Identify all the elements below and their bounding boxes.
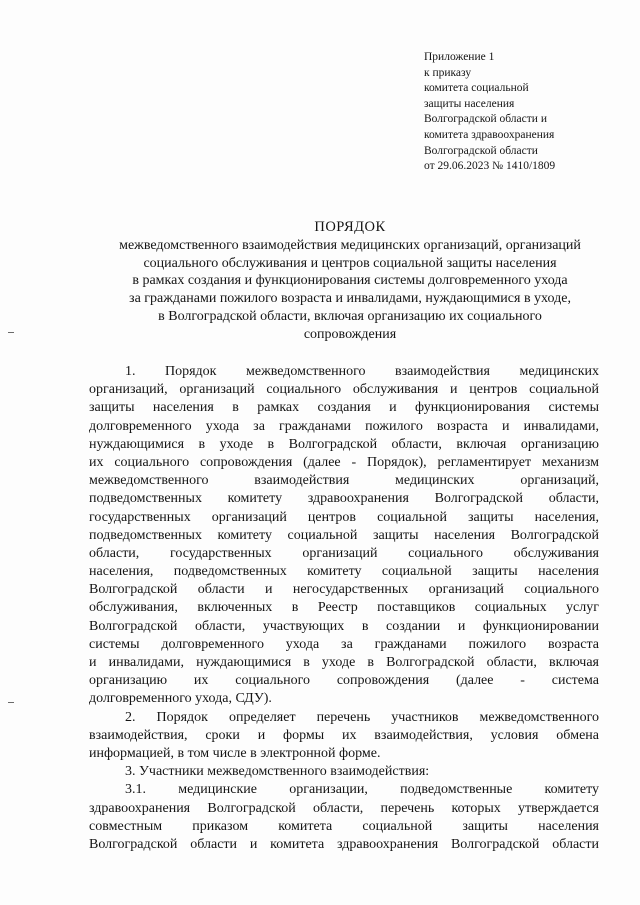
appendix-line: комитета социальной xyxy=(424,82,529,95)
appendix-line: защиты населения xyxy=(424,97,515,110)
body-line: Волгоградской области и негосударственных организаций социального xyxy=(89,582,599,598)
appendix-line: комитета здравоохранения xyxy=(424,128,555,141)
body-line: подведомственных комитету здравоохранения Волгоградской области, xyxy=(89,491,599,507)
body-line: долговременного ухода за гражданами пожилого возраста и инвалидами, xyxy=(89,418,599,434)
body-line: их социального сопровождения (далее - Порядок), регламентирует механизм xyxy=(89,454,599,470)
body-line: организацию их социального сопровождения (далее - система xyxy=(89,673,599,689)
appendix-line: от 29.06.2023 № 1410/1809 xyxy=(424,160,556,173)
appendix-line: Волгоградской области xyxy=(424,144,538,157)
body-line: организаций, организаций социального обслуживания и центров социальной xyxy=(89,382,599,398)
document-body xyxy=(89,363,599,854)
body-line: и инвалидами, нуждающимися в уходе в Волгоградской области, включая xyxy=(89,655,599,670)
appendix-line: Приложение 1 xyxy=(424,51,495,63)
body-line: защиты населения в рамках создания и функционирования системы xyxy=(89,400,599,416)
scan-margin-mark xyxy=(8,702,14,703)
document-title: ПОРЯДОК xyxy=(314,219,386,235)
title-block xyxy=(80,219,620,344)
body-line: нуждающимися в уходе в Волгоградской области, включая организацию xyxy=(89,436,599,452)
body-line: здравоохранения Волгоградской области, перечень которых утверждается xyxy=(89,800,599,816)
body-line: населения, подведомственных комитету социальной защиты населения xyxy=(89,564,599,580)
scan-margin-mark xyxy=(8,332,14,333)
body-line: долговременного ухода, СДУ). xyxy=(89,691,272,707)
subtitle-line: в Волгоградской области, включая организацию их социального xyxy=(158,308,542,324)
subtitle-line: в рамках создания и функционирования системы долговременного ухода xyxy=(132,273,568,289)
body-line: взаимодействия, сроки и формы их взаимодействия, условия обмена xyxy=(89,727,599,743)
body-line: совместным приказом комитета социальной защиты населения xyxy=(89,818,599,834)
body-line: Волгоградской области и комитета здравоохранения Волгоградской области xyxy=(89,836,599,852)
body-line: обслуживания, включенных в Реестр поставщиков социальных услуг xyxy=(89,600,599,616)
body-line: подведомственных комитету социальной защиты населения Волгоградской xyxy=(89,527,599,543)
body-line: области, государственных организаций социального обслуживания xyxy=(89,545,599,561)
appendix-block xyxy=(424,50,624,175)
body-line: информацией, в том числе в электронной форме. xyxy=(89,745,381,761)
body-line: 3.1. медицинские организации, подведомственные комитету xyxy=(125,782,599,798)
body-line: государственных организаций центров социальной защиты населения, xyxy=(89,509,599,525)
body-line: 3. Участники межведомственного взаимодействия: xyxy=(125,764,430,780)
subtitle-line: социального обслуживания и центров социальной защиты населения xyxy=(143,255,557,271)
body-line: 2. Порядок определяет перечень участников межведомственного xyxy=(125,709,599,725)
subtitle-line: межведомственного взаимодействия медицинских организаций, организаций xyxy=(119,237,581,253)
body-line: 1. Порядок межведомственного взаимодействия медицинских xyxy=(125,364,599,379)
body-line: системы долговременного ухода за гражданами пожилого возраста xyxy=(89,636,599,652)
body-line: Волгоградской области, участвующих в создании и функционировании xyxy=(89,618,599,634)
subtitle-line: за гражданами пожилого возраста и инвалидами, нуждающимися в уходе, xyxy=(129,291,571,307)
appendix-line: к приказу xyxy=(424,66,472,79)
appendix-line: Волгоградской области и xyxy=(424,113,547,126)
body-line: межведомственного взаимодействия медицинских организаций, xyxy=(89,473,599,489)
subtitle-line: сопровождения xyxy=(303,326,397,342)
